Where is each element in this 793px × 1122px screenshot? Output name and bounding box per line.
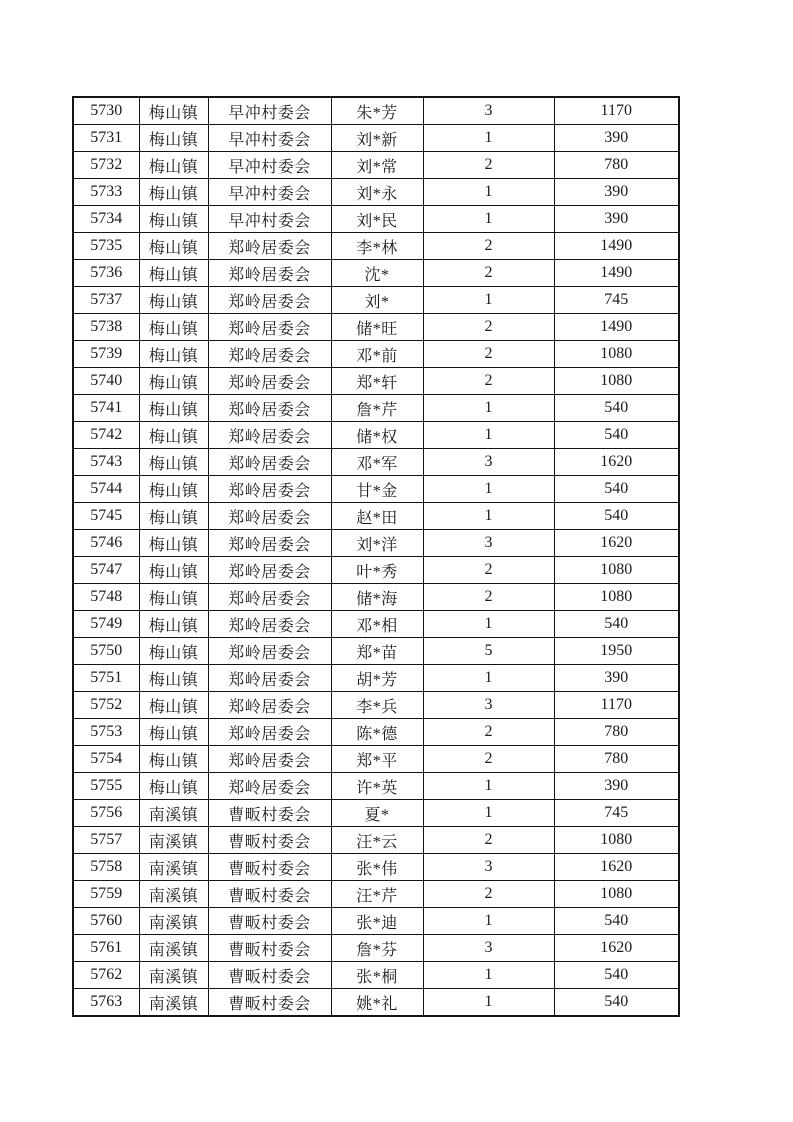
- table-cell-person_name: 郑*轩: [331, 368, 423, 395]
- table-cell-amount: 780: [554, 719, 679, 746]
- table-cell-amount: 1490: [554, 233, 679, 260]
- table-cell-person_name: 储*海: [331, 584, 423, 611]
- table-cell-person_name: 刘*常: [331, 152, 423, 179]
- table-cell-town: 梅山镇: [139, 422, 208, 449]
- table-cell-person_name: 胡*芳: [331, 665, 423, 692]
- table-cell-person_name: 许*英: [331, 773, 423, 800]
- table-cell-serial_no: 5762: [73, 962, 139, 989]
- table-cell-count: 2: [423, 341, 554, 368]
- table-row: [73, 746, 679, 773]
- table-cell-village_committee: 早冲村委会: [208, 179, 331, 206]
- table-row: [73, 341, 679, 368]
- table-cell-amount: 780: [554, 746, 679, 773]
- table-cell-serial_no: 5744: [73, 476, 139, 503]
- table-cell-town: 梅山镇: [139, 584, 208, 611]
- table-cell-town: 梅山镇: [139, 97, 208, 125]
- table-cell-amount: 1620: [554, 854, 679, 881]
- table-cell-serial_no: 5758: [73, 854, 139, 881]
- table-cell-person_name: 李*林: [331, 233, 423, 260]
- table-cell-serial_no: 5741: [73, 395, 139, 422]
- table-cell-village_committee: 曹畈村委会: [208, 800, 331, 827]
- table-cell-person_name: 陈*德: [331, 719, 423, 746]
- table-cell-serial_no: 5745: [73, 503, 139, 530]
- table-cell-serial_no: 5748: [73, 584, 139, 611]
- table-cell-amount: 745: [554, 800, 679, 827]
- table-cell-village_committee: 曹畈村委会: [208, 881, 331, 908]
- table-cell-amount: 540: [554, 908, 679, 935]
- table-cell-serial_no: 5749: [73, 611, 139, 638]
- table-cell-count: 1: [423, 773, 554, 800]
- table-cell-amount: 390: [554, 125, 679, 152]
- table-cell-amount: 540: [554, 962, 679, 989]
- table-row: [73, 206, 679, 233]
- table-row: [73, 260, 679, 287]
- table-cell-person_name: 赵*田: [331, 503, 423, 530]
- table-row: [73, 962, 679, 989]
- table-cell-person_name: 夏*: [331, 800, 423, 827]
- table-row: [73, 530, 679, 557]
- table-cell-serial_no: 5754: [73, 746, 139, 773]
- table-cell-amount: 1490: [554, 314, 679, 341]
- table-row: [73, 422, 679, 449]
- table-cell-village_committee: 郑岭居委会: [208, 773, 331, 800]
- table-row: [73, 125, 679, 152]
- table-cell-town: 南溪镇: [139, 935, 208, 962]
- table-cell-town: 梅山镇: [139, 341, 208, 368]
- table-cell-amount: 540: [554, 989, 679, 1017]
- table-cell-person_name: 郑*平: [331, 746, 423, 773]
- table-cell-count: 1: [423, 287, 554, 314]
- table-cell-amount: 1080: [554, 368, 679, 395]
- table-cell-amount: 1170: [554, 692, 679, 719]
- table-cell-village_committee: 郑岭居委会: [208, 530, 331, 557]
- table-cell-amount: 745: [554, 287, 679, 314]
- table-cell-person_name: 李*兵: [331, 692, 423, 719]
- table-row: [73, 233, 679, 260]
- table-cell-serial_no: 5742: [73, 422, 139, 449]
- table-cell-village_committee: 曹畈村委会: [208, 989, 331, 1017]
- table-cell-serial_no: 5761: [73, 935, 139, 962]
- table-cell-count: 1: [423, 206, 554, 233]
- table-cell-village_committee: 曹畈村委会: [208, 854, 331, 881]
- table-cell-village_committee: 郑岭居委会: [208, 692, 331, 719]
- table-cell-person_name: 沈*: [331, 260, 423, 287]
- table-cell-town: 梅山镇: [139, 557, 208, 584]
- table-row: [73, 665, 679, 692]
- table-cell-person_name: 刘*永: [331, 179, 423, 206]
- table-cell-town: 梅山镇: [139, 719, 208, 746]
- table-cell-serial_no: 5751: [73, 665, 139, 692]
- table-cell-person_name: 刘*新: [331, 125, 423, 152]
- table-cell-village_committee: 郑岭居委会: [208, 287, 331, 314]
- table-cell-person_name: 刘*洋: [331, 530, 423, 557]
- table-cell-amount: 1080: [554, 341, 679, 368]
- table-cell-person_name: 詹*芬: [331, 935, 423, 962]
- table-row: [73, 503, 679, 530]
- table-cell-town: 梅山镇: [139, 179, 208, 206]
- table-cell-person_name: 邓*前: [331, 341, 423, 368]
- table-row: [73, 989, 679, 1017]
- table-cell-serial_no: 5763: [73, 989, 139, 1017]
- table-cell-serial_no: 5743: [73, 449, 139, 476]
- table-cell-amount: 390: [554, 179, 679, 206]
- table-cell-person_name: 储*旺: [331, 314, 423, 341]
- table-cell-serial_no: 5755: [73, 773, 139, 800]
- table-cell-serial_no: 5732: [73, 152, 139, 179]
- table-cell-person_name: 张*伟: [331, 854, 423, 881]
- table-cell-town: 梅山镇: [139, 692, 208, 719]
- table-cell-village_committee: 郑岭居委会: [208, 476, 331, 503]
- table-cell-person_name: 张*桐: [331, 962, 423, 989]
- table-cell-town: 梅山镇: [139, 287, 208, 314]
- table-cell-serial_no: 5735: [73, 233, 139, 260]
- table-cell-count: 1: [423, 665, 554, 692]
- table-cell-town: 南溪镇: [139, 854, 208, 881]
- table-cell-serial_no: 5746: [73, 530, 139, 557]
- table-cell-serial_no: 5760: [73, 908, 139, 935]
- table-cell-serial_no: 5759: [73, 881, 139, 908]
- table-cell-town: 南溪镇: [139, 962, 208, 989]
- table-cell-person_name: 储*权: [331, 422, 423, 449]
- table-cell-village_committee: 郑岭居委会: [208, 503, 331, 530]
- table-cell-village_committee: 曹畈村委会: [208, 962, 331, 989]
- table-cell-amount: 1170: [554, 97, 679, 125]
- table-cell-village_committee: 郑岭居委会: [208, 422, 331, 449]
- table-cell-count: 1: [423, 125, 554, 152]
- table-cell-serial_no: 5734: [73, 206, 139, 233]
- table-cell-person_name: 刘*: [331, 287, 423, 314]
- table-row: [73, 719, 679, 746]
- table-cell-village_committee: 曹畈村委会: [208, 908, 331, 935]
- table-cell-village_committee: 郑岭居委会: [208, 557, 331, 584]
- table-cell-count: 2: [423, 233, 554, 260]
- table-cell-village_committee: 郑岭居委会: [208, 395, 331, 422]
- table-cell-village_committee: 早冲村委会: [208, 97, 331, 125]
- table-cell-count: 3: [423, 935, 554, 962]
- table-cell-serial_no: 5736: [73, 260, 139, 287]
- table-cell-amount: 540: [554, 476, 679, 503]
- table-cell-person_name: 詹*芹: [331, 395, 423, 422]
- table-cell-count: 2: [423, 746, 554, 773]
- table-cell-person_name: 邓*相: [331, 611, 423, 638]
- table-cell-count: 1: [423, 908, 554, 935]
- table-cell-village_committee: 曹畈村委会: [208, 935, 331, 962]
- table-cell-town: 南溪镇: [139, 908, 208, 935]
- table-cell-serial_no: 5731: [73, 125, 139, 152]
- table-cell-count: 2: [423, 557, 554, 584]
- table-cell-person_name: 汪*云: [331, 827, 423, 854]
- table-cell-town: 南溪镇: [139, 989, 208, 1017]
- table-cell-amount: 1080: [554, 881, 679, 908]
- table-cell-amount: 540: [554, 611, 679, 638]
- table-cell-serial_no: 5739: [73, 341, 139, 368]
- table-cell-count: 1: [423, 395, 554, 422]
- table-cell-town: 南溪镇: [139, 800, 208, 827]
- table-cell-count: 3: [423, 854, 554, 881]
- table-cell-village_committee: 郑岭居委会: [208, 449, 331, 476]
- table-cell-amount: 1080: [554, 827, 679, 854]
- table-cell-count: 1: [423, 179, 554, 206]
- table-cell-village_committee: 早冲村委会: [208, 206, 331, 233]
- table-cell-serial_no: 5730: [73, 97, 139, 125]
- table-cell-count: 1: [423, 503, 554, 530]
- table-cell-count: 1: [423, 989, 554, 1017]
- table-cell-person_name: 郑*苗: [331, 638, 423, 665]
- table-cell-town: 南溪镇: [139, 827, 208, 854]
- table-cell-village_committee: 郑岭居委会: [208, 719, 331, 746]
- table-cell-count: 2: [423, 584, 554, 611]
- table-cell-amount: 540: [554, 503, 679, 530]
- table-cell-town: 梅山镇: [139, 395, 208, 422]
- table-cell-person_name: 刘*民: [331, 206, 423, 233]
- table-cell-count: 3: [423, 97, 554, 125]
- subsidy-roster-table: [72, 96, 680, 1017]
- table-row: [73, 800, 679, 827]
- table-cell-town: 梅山镇: [139, 746, 208, 773]
- table-cell-amount: 780: [554, 152, 679, 179]
- table-cell-amount: 1950: [554, 638, 679, 665]
- table-cell-count: 1: [423, 611, 554, 638]
- table-cell-amount: 1620: [554, 935, 679, 962]
- table-cell-count: 1: [423, 422, 554, 449]
- table-row: [73, 935, 679, 962]
- table-cell-amount: 390: [554, 665, 679, 692]
- table-cell-town: 梅山镇: [139, 152, 208, 179]
- table-cell-amount: 1080: [554, 557, 679, 584]
- table-cell-serial_no: 5733: [73, 179, 139, 206]
- table-cell-serial_no: 5747: [73, 557, 139, 584]
- table-row: [73, 827, 679, 854]
- table-cell-amount: 1080: [554, 584, 679, 611]
- table-cell-serial_no: 5752: [73, 692, 139, 719]
- table-cell-village_committee: 郑岭居委会: [208, 584, 331, 611]
- table-row: [73, 152, 679, 179]
- table-cell-town: 梅山镇: [139, 206, 208, 233]
- table-cell-count: 1: [423, 962, 554, 989]
- table-cell-town: 梅山镇: [139, 368, 208, 395]
- table-cell-person_name: 甘*金: [331, 476, 423, 503]
- table-row: [73, 692, 679, 719]
- table-cell-serial_no: 5740: [73, 368, 139, 395]
- table-cell-town: 梅山镇: [139, 125, 208, 152]
- table-cell-amount: 1620: [554, 449, 679, 476]
- table-cell-village_committee: 郑岭居委会: [208, 368, 331, 395]
- table-cell-serial_no: 5756: [73, 800, 139, 827]
- table-cell-amount: 540: [554, 422, 679, 449]
- table-cell-count: 2: [423, 152, 554, 179]
- table-cell-count: 3: [423, 530, 554, 557]
- table-row: [73, 584, 679, 611]
- table-row: [73, 557, 679, 584]
- table-row: [73, 449, 679, 476]
- table-cell-town: 梅山镇: [139, 314, 208, 341]
- table-cell-serial_no: 5753: [73, 719, 139, 746]
- table-cell-town: 梅山镇: [139, 449, 208, 476]
- table-cell-village_committee: 郑岭居委会: [208, 341, 331, 368]
- table-cell-village_committee: 郑岭居委会: [208, 665, 331, 692]
- table-cell-town: 梅山镇: [139, 773, 208, 800]
- table-cell-town: 梅山镇: [139, 638, 208, 665]
- table-row: [73, 476, 679, 503]
- table-row: [73, 881, 679, 908]
- table-cell-person_name: 张*迪: [331, 908, 423, 935]
- table-cell-serial_no: 5750: [73, 638, 139, 665]
- table-cell-count: 2: [423, 881, 554, 908]
- table-cell-town: 梅山镇: [139, 530, 208, 557]
- table-row: [73, 854, 679, 881]
- table-row: [73, 908, 679, 935]
- table-cell-amount: 1490: [554, 260, 679, 287]
- table-row: [73, 395, 679, 422]
- table-cell-town: 梅山镇: [139, 476, 208, 503]
- table-cell-amount: 390: [554, 773, 679, 800]
- table-cell-count: 1: [423, 800, 554, 827]
- table-cell-village_committee: 郑岭居委会: [208, 611, 331, 638]
- table-row: [73, 97, 679, 125]
- table-cell-serial_no: 5738: [73, 314, 139, 341]
- table-row: [73, 287, 679, 314]
- table-cell-count: 5: [423, 638, 554, 665]
- table-cell-person_name: 汪*芹: [331, 881, 423, 908]
- table-cell-count: 2: [423, 368, 554, 395]
- table-cell-town: 梅山镇: [139, 665, 208, 692]
- table-cell-town: 梅山镇: [139, 260, 208, 287]
- table-cell-town: 梅山镇: [139, 503, 208, 530]
- table-cell-village_committee: 早冲村委会: [208, 125, 331, 152]
- table-row: [73, 773, 679, 800]
- table-cell-town: 南溪镇: [139, 881, 208, 908]
- table-cell-count: 1: [423, 476, 554, 503]
- table-cell-person_name: 朱*芳: [331, 97, 423, 125]
- table-cell-count: 2: [423, 719, 554, 746]
- table-cell-village_committee: 郑岭居委会: [208, 260, 331, 287]
- table-cell-town: 梅山镇: [139, 611, 208, 638]
- table-row: [73, 179, 679, 206]
- table-cell-village_committee: 郑岭居委会: [208, 746, 331, 773]
- table-cell-amount: 390: [554, 206, 679, 233]
- table-cell-count: 3: [423, 692, 554, 719]
- table-cell-village_committee: 郑岭居委会: [208, 638, 331, 665]
- table-row: [73, 368, 679, 395]
- table-row: [73, 314, 679, 341]
- table-cell-serial_no: 5757: [73, 827, 139, 854]
- table-body: [73, 97, 679, 1016]
- table-cell-village_committee: 郑岭居委会: [208, 233, 331, 260]
- table-cell-amount: 540: [554, 395, 679, 422]
- table-cell-count: 2: [423, 260, 554, 287]
- table-row: [73, 638, 679, 665]
- table-cell-count: 2: [423, 827, 554, 854]
- table-cell-village_committee: 早冲村委会: [208, 152, 331, 179]
- table-row: [73, 611, 679, 638]
- table-cell-count: 2: [423, 314, 554, 341]
- table-cell-serial_no: 5737: [73, 287, 139, 314]
- table-cell-village_committee: 郑岭居委会: [208, 314, 331, 341]
- table-cell-person_name: 叶*秀: [331, 557, 423, 584]
- table-cell-amount: 1620: [554, 530, 679, 557]
- table-cell-person_name: 邓*军: [331, 449, 423, 476]
- table-cell-count: 3: [423, 449, 554, 476]
- table-cell-person_name: 姚*礼: [331, 989, 423, 1017]
- table-cell-town: 梅山镇: [139, 233, 208, 260]
- table-cell-village_committee: 曹畈村委会: [208, 827, 331, 854]
